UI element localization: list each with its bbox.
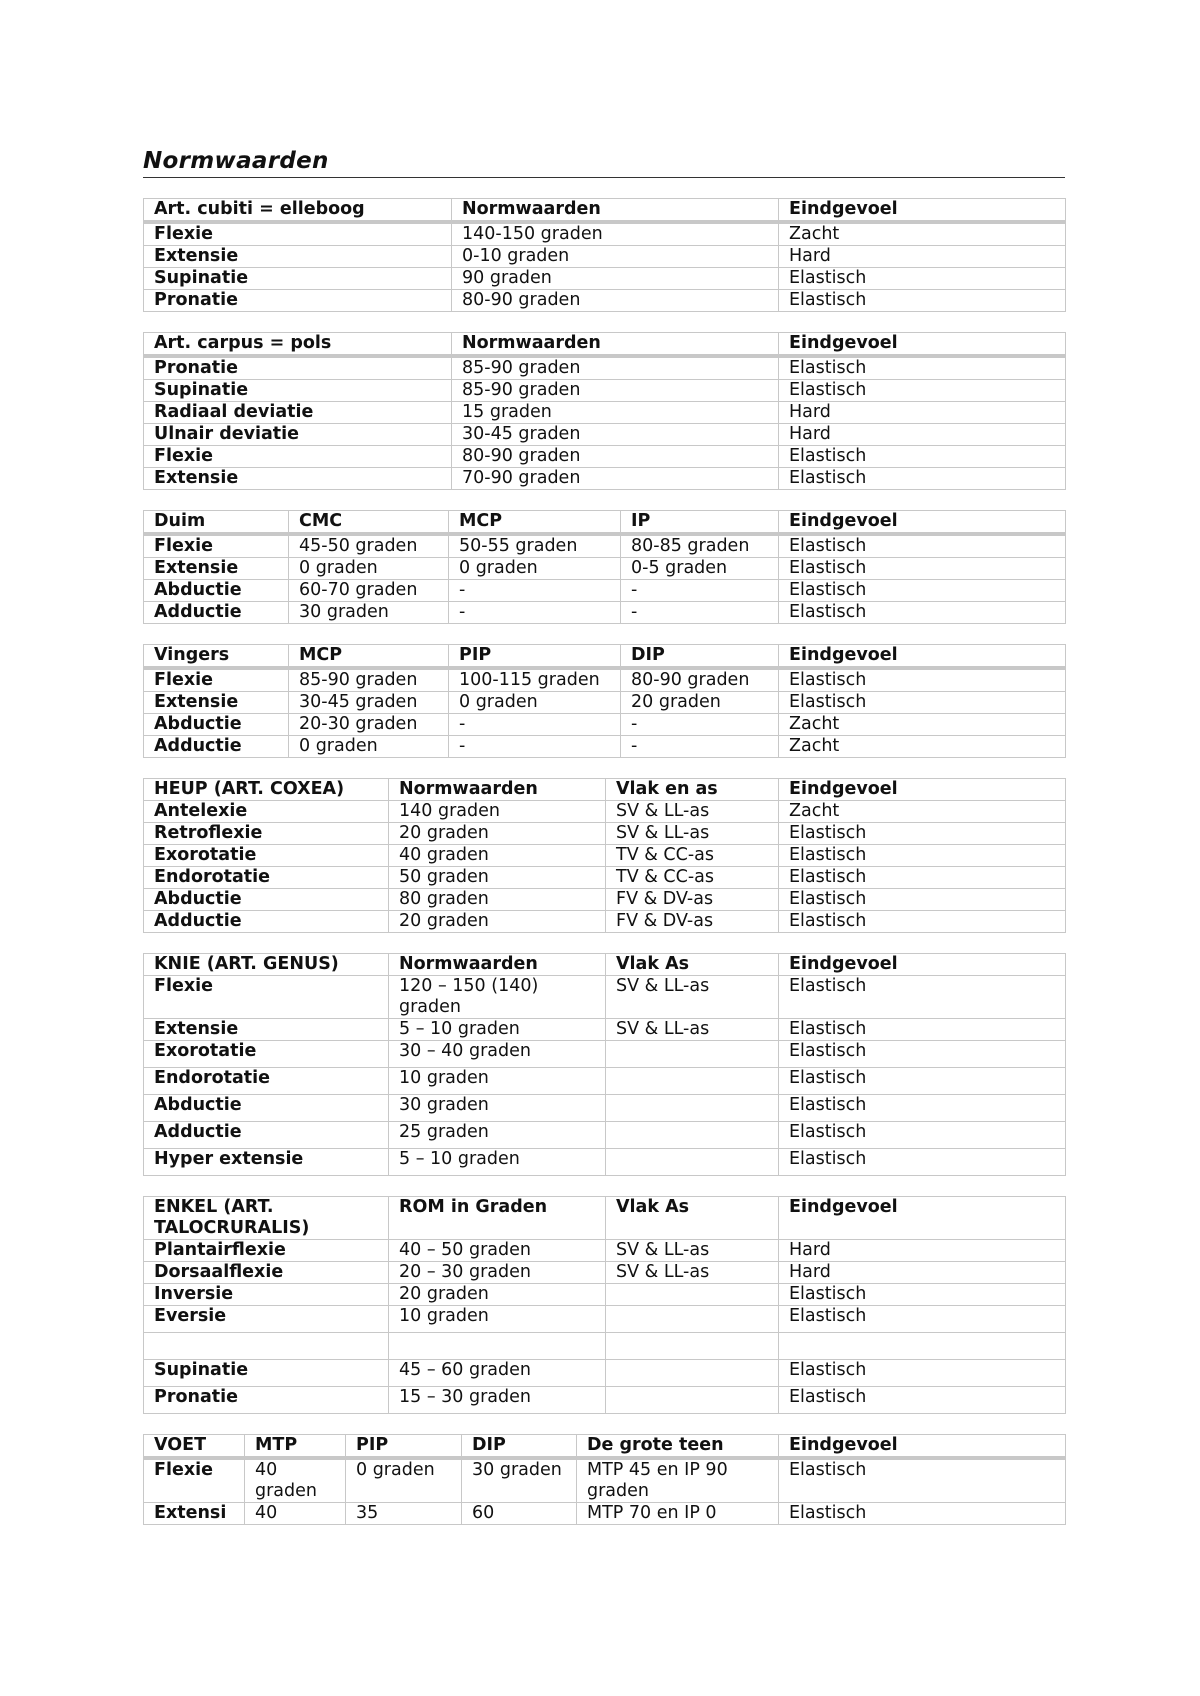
header-cell: Normwaarden: [389, 954, 606, 976]
table-header-row: [144, 954, 1066, 976]
table-row: [144, 246, 1066, 268]
header-cell: HEUP (ART. COXEA): [144, 779, 389, 801]
table-cell: 15 – 30 graden: [389, 1387, 606, 1414]
table-cell: -: [449, 736, 621, 758]
row-label: Exorotatie: [144, 845, 389, 867]
row-label: Flexie: [144, 534, 289, 558]
table-row: [144, 1240, 1066, 1262]
table-row: [144, 580, 1066, 602]
table-cell: FV & DV-as: [606, 889, 779, 911]
table-header-row: [144, 1435, 1066, 1459]
table-cell: [606, 1360, 779, 1387]
row-label: Hyper extensie: [144, 1149, 389, 1176]
table-cell: MTP 70 en IP 0: [577, 1503, 779, 1525]
table-cell: [606, 1149, 779, 1176]
row-label: Pronatie: [144, 356, 452, 380]
table-cell: SV & LL-as: [606, 1262, 779, 1284]
table-header-row: [144, 1197, 1066, 1240]
table-row: [144, 867, 1066, 889]
row-label: Adductie: [144, 736, 289, 758]
table-cell: 60-70 graden: [289, 580, 449, 602]
header-cell: MCP: [289, 645, 449, 669]
table-cell: TV & CC-as: [606, 845, 779, 867]
table-cell: 20 graden: [389, 911, 606, 933]
table-cell: 30-45 graden: [289, 692, 449, 714]
table-cell: 20 graden: [621, 692, 779, 714]
table-cell: 50-55 graden: [449, 534, 621, 558]
table-cell: 80 graden: [389, 889, 606, 911]
table-cell: 80-90 graden: [452, 290, 779, 312]
table-cell: Elastisch: [779, 1122, 1066, 1149]
table-row: [144, 889, 1066, 911]
row-label: Extensi: [144, 1503, 245, 1525]
table-row: [144, 468, 1066, 490]
table-cell: Elastisch: [779, 1503, 1066, 1525]
table-cell: Elastisch: [779, 602, 1066, 624]
table-cell: Elastisch: [779, 1360, 1066, 1387]
table-cell: [606, 1122, 779, 1149]
row-label: Radiaal deviatie: [144, 402, 452, 424]
header-cell: Eindgevoel: [779, 199, 1066, 223]
table-row: [144, 380, 1066, 402]
row-label: Adductie: [144, 602, 289, 624]
table-cell: Elastisch: [779, 290, 1066, 312]
row-label: Abductie: [144, 714, 289, 736]
table-cell: [389, 1333, 606, 1360]
row-label: Flexie: [144, 976, 389, 1019]
row-label: Flexie: [144, 222, 452, 246]
row-label: Retroflexie: [144, 823, 389, 845]
row-label: Extensie: [144, 468, 452, 490]
tables-container: [143, 198, 1065, 1525]
table-cell: 30-45 graden: [452, 424, 779, 446]
table-cell: Elastisch: [779, 558, 1066, 580]
table-row: [144, 1041, 1066, 1068]
table-row: [144, 845, 1066, 867]
table-cell: 60: [462, 1503, 577, 1525]
header-cell: Eindgevoel: [779, 645, 1066, 669]
document-page: [143, 145, 1065, 1545]
table-row: [144, 402, 1066, 424]
header-cell: IP: [621, 511, 779, 535]
table-cell: Hard: [779, 246, 1066, 268]
table-cell: 5 – 10 graden: [389, 1019, 606, 1041]
table-row: [144, 801, 1066, 823]
norm-table: [143, 332, 1066, 490]
table-cell: 0-10 graden: [452, 246, 779, 268]
table-cell: -: [621, 714, 779, 736]
header-cell: MCP: [449, 511, 621, 535]
table-row: [144, 268, 1066, 290]
header-cell: Vlak As: [606, 954, 779, 976]
table-cell: 35: [346, 1503, 462, 1525]
table-cell: 140-150 graden: [452, 222, 779, 246]
table-cell: 90 graden: [452, 268, 779, 290]
row-label: Abductie: [144, 580, 289, 602]
table-cell: 140 graden: [389, 801, 606, 823]
row-label: Extensie: [144, 692, 289, 714]
table-cell: 20-30 graden: [289, 714, 449, 736]
table-row: [144, 446, 1066, 468]
table-cell: -: [621, 736, 779, 758]
table-row: [144, 1284, 1066, 1306]
table-cell: 70-90 graden: [452, 468, 779, 490]
table-cell: Elastisch: [779, 1041, 1066, 1068]
row-label: Ulnair deviatie: [144, 424, 452, 446]
table-cell: 0-5 graden: [621, 558, 779, 580]
table-row: [144, 222, 1066, 246]
table-row: [144, 911, 1066, 933]
header-cell: Vingers: [144, 645, 289, 669]
table-cell: 5 – 10 graden: [389, 1149, 606, 1176]
table-row: [144, 602, 1066, 624]
table-header-row: [144, 511, 1066, 535]
table-cell: -: [621, 580, 779, 602]
header-cell: Eindgevoel: [779, 954, 1066, 976]
row-label: Supinatie: [144, 268, 452, 290]
header-cell: Duim: [144, 511, 289, 535]
table-cell: Elastisch: [779, 1458, 1066, 1503]
table-cell: 30 – 40 graden: [389, 1041, 606, 1068]
row-label: Dorsaalflexie: [144, 1262, 389, 1284]
table-cell: Elastisch: [779, 446, 1066, 468]
table-cell: 20 – 30 graden: [389, 1262, 606, 1284]
header-cell: KNIE (ART. GENUS): [144, 954, 389, 976]
header-cell: CMC: [289, 511, 449, 535]
header-cell: ENKEL (ART. TALOCRURALIS): [144, 1197, 389, 1240]
table-cell: Elastisch: [779, 580, 1066, 602]
table-cell: 80-90 graden: [452, 446, 779, 468]
table-cell: Elastisch: [779, 1284, 1066, 1306]
row-label: Pronatie: [144, 1387, 389, 1414]
row-label: Endorotatie: [144, 867, 389, 889]
row-label: Flexie: [144, 668, 289, 692]
header-cell: DIP: [621, 645, 779, 669]
table-row: [144, 1149, 1066, 1176]
table-row: [144, 424, 1066, 446]
row-label: Adductie: [144, 1122, 389, 1149]
table-row: [144, 1333, 1066, 1360]
table-row: [144, 1122, 1066, 1149]
table-cell: 80-85 graden: [621, 534, 779, 558]
table-cell: Elastisch: [779, 976, 1066, 1019]
table-cell: [606, 1041, 779, 1068]
header-cell: Vlak As: [606, 1197, 779, 1240]
table-cell: 30 graden: [462, 1458, 577, 1503]
row-label: Antelexie: [144, 801, 389, 823]
header-cell: Normwaarden: [389, 779, 606, 801]
header-cell: Normwaarden: [452, 333, 779, 357]
table-cell: 20 graden: [389, 1284, 606, 1306]
table-cell: Hard: [779, 1262, 1066, 1284]
table-cell: Zacht: [779, 222, 1066, 246]
table-cell: -: [449, 714, 621, 736]
table-header-row: [144, 779, 1066, 801]
table-cell: Elastisch: [779, 1387, 1066, 1414]
header-cell: Vlak en as: [606, 779, 779, 801]
header-cell: Art. cubiti = elleboog: [144, 199, 452, 223]
table-cell: 45 – 60 graden: [389, 1360, 606, 1387]
table-row: [144, 1360, 1066, 1387]
norm-table: [143, 510, 1066, 624]
header-cell: Normwaarden: [452, 199, 779, 223]
table-cell: 30 graden: [289, 602, 449, 624]
table-row: [144, 1387, 1066, 1414]
header-cell: ROM in Graden: [389, 1197, 606, 1240]
table-cell: 0 graden: [449, 692, 621, 714]
table-cell: Zacht: [779, 714, 1066, 736]
row-label: Exorotatie: [144, 1041, 389, 1068]
table-cell: Elastisch: [779, 845, 1066, 867]
table-cell: MTP 45 en IP 90 graden: [577, 1458, 779, 1503]
table-cell: Elastisch: [779, 1306, 1066, 1333]
table-cell: Elastisch: [779, 692, 1066, 714]
row-label: Endorotatie: [144, 1068, 389, 1095]
table-cell: 85-90 graden: [452, 356, 779, 380]
table-cell: -: [449, 602, 621, 624]
table-cell: Elastisch: [779, 889, 1066, 911]
table-cell: 40: [245, 1503, 346, 1525]
table-row: [144, 976, 1066, 1019]
row-label: Supinatie: [144, 380, 452, 402]
table-cell: 50 graden: [389, 867, 606, 889]
table-row: [144, 1262, 1066, 1284]
table-row: [144, 356, 1066, 380]
table-cell: Hard: [779, 1240, 1066, 1262]
table-row: [144, 1095, 1066, 1122]
table-cell: Elastisch: [779, 468, 1066, 490]
table-cell: [606, 1333, 779, 1360]
row-label: Extensie: [144, 246, 452, 268]
row-label: Abductie: [144, 889, 389, 911]
table-cell: SV & LL-as: [606, 976, 779, 1019]
table-cell: Elastisch: [779, 356, 1066, 380]
header-cell: PIP: [346, 1435, 462, 1459]
header-cell: PIP: [449, 645, 621, 669]
table-row: [144, 714, 1066, 736]
table-cell: SV & LL-as: [606, 801, 779, 823]
table-cell: 40 – 50 graden: [389, 1240, 606, 1262]
table-cell: Elastisch: [779, 911, 1066, 933]
table-cell: Elastisch: [779, 668, 1066, 692]
table-row: [144, 1019, 1066, 1041]
table-cell: 40 graden: [389, 845, 606, 867]
table-cell: Zacht: [779, 736, 1066, 758]
table-cell: -: [449, 580, 621, 602]
table-header-row: [144, 645, 1066, 669]
table-cell: 25 graden: [389, 1122, 606, 1149]
table-cell: 10 graden: [389, 1068, 606, 1095]
table-cell: Hard: [779, 424, 1066, 446]
table-cell: 10 graden: [389, 1306, 606, 1333]
table-cell: Zacht: [779, 801, 1066, 823]
table-cell: [606, 1068, 779, 1095]
table-cell: [606, 1095, 779, 1122]
header-cell: VOET: [144, 1435, 245, 1459]
table-cell: Elastisch: [779, 380, 1066, 402]
row-label: Pronatie: [144, 290, 452, 312]
norm-table: [143, 778, 1066, 933]
table-row: [144, 1458, 1066, 1503]
table-cell: 0 graden: [289, 558, 449, 580]
table-row: [144, 668, 1066, 692]
row-label: Adductie: [144, 911, 389, 933]
table-cell: 15 graden: [452, 402, 779, 424]
table-cell: [606, 1387, 779, 1414]
table-row: [144, 736, 1066, 758]
row-label: Eversie: [144, 1306, 389, 1333]
header-cell: Eindgevoel: [779, 1435, 1066, 1459]
table-cell: 85-90 graden: [452, 380, 779, 402]
table-row: [144, 558, 1066, 580]
table-cell: SV & LL-as: [606, 1019, 779, 1041]
title-underline: [143, 177, 1065, 178]
page-title: Normwaarden: [143, 148, 329, 174]
header-cell: DIP: [462, 1435, 577, 1459]
table-cell: 120 – 150 (140) graden: [389, 976, 606, 1019]
row-label: Supinatie: [144, 1360, 389, 1387]
row-label: Flexie: [144, 1458, 245, 1503]
table-row: [144, 692, 1066, 714]
table-cell: 0 graden: [449, 558, 621, 580]
norm-table: [143, 1434, 1066, 1525]
table-row: [144, 1503, 1066, 1525]
row-label: Inversie: [144, 1284, 389, 1306]
table-cell: [606, 1306, 779, 1333]
table-cell: 0 graden: [346, 1458, 462, 1503]
row-label: Extensie: [144, 1019, 389, 1041]
table-cell: Elastisch: [779, 867, 1066, 889]
table-cell: 100-115 graden: [449, 668, 621, 692]
row-label: Flexie: [144, 446, 452, 468]
table-row: [144, 1068, 1066, 1095]
header-cell: Eindgevoel: [779, 333, 1066, 357]
table-cell: Elastisch: [779, 823, 1066, 845]
table-cell: -: [621, 602, 779, 624]
table-row: [144, 534, 1066, 558]
row-label: Plantairflexie: [144, 1240, 389, 1262]
table-cell: 0 graden: [289, 736, 449, 758]
table-cell: Elastisch: [779, 1149, 1066, 1176]
header-cell: Eindgevoel: [779, 511, 1066, 535]
header-cell: Eindgevoel: [779, 779, 1066, 801]
table-cell: 80-90 graden: [621, 668, 779, 692]
norm-table: [143, 644, 1066, 758]
table-cell: 20 graden: [389, 823, 606, 845]
table-cell: Hard: [779, 402, 1066, 424]
header-cell: Art. carpus = pols: [144, 333, 452, 357]
table-header-row: [144, 333, 1066, 357]
table-cell: [779, 1333, 1066, 1360]
table-cell: Elastisch: [779, 1019, 1066, 1041]
table-row: [144, 823, 1066, 845]
table-cell: [606, 1284, 779, 1306]
table-cell: Elastisch: [779, 1068, 1066, 1095]
table-row: [144, 290, 1066, 312]
row-label: [144, 1333, 389, 1360]
table-cell: Elastisch: [779, 1095, 1066, 1122]
table-cell: TV & CC-as: [606, 867, 779, 889]
table-cell: Elastisch: [779, 268, 1066, 290]
table-cell: FV & DV-as: [606, 911, 779, 933]
norm-table: [143, 198, 1066, 312]
table-cell: 45-50 graden: [289, 534, 449, 558]
table-cell: Elastisch: [779, 534, 1066, 558]
header-cell: MTP: [245, 1435, 346, 1459]
table-cell: 40 graden: [245, 1458, 346, 1503]
norm-table: [143, 1196, 1066, 1414]
table-cell: 85-90 graden: [289, 668, 449, 692]
header-cell: De grote teen: [577, 1435, 779, 1459]
table-cell: 30 graden: [389, 1095, 606, 1122]
norm-table: [143, 953, 1066, 1176]
table-header-row: [144, 199, 1066, 223]
row-label: Extensie: [144, 558, 289, 580]
row-label: Abductie: [144, 1095, 389, 1122]
table-cell: SV & LL-as: [606, 823, 779, 845]
header-cell: Eindgevoel: [779, 1197, 1066, 1240]
table-row: [144, 1306, 1066, 1333]
table-cell: SV & LL-as: [606, 1240, 779, 1262]
